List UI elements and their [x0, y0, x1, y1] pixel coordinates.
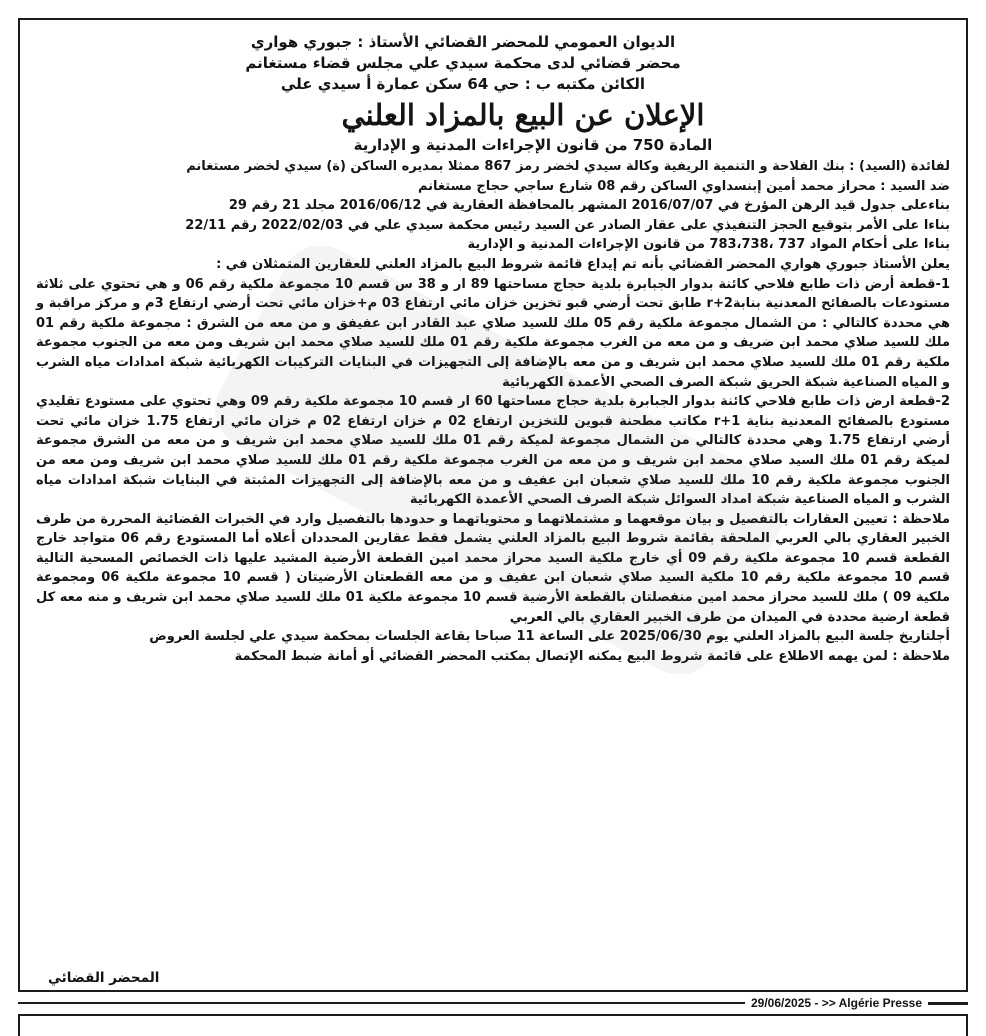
notice-title: الإعلان عن البيع بالمزاد العلني — [341, 98, 705, 132]
contact-remark-paragraph: ملاحظة : لمن يهمه الاطلاع على قائمة شروط البيع يمكنه الإتصال بمكتب المحضر القضائي أو أمانة ضبط المحكمة — [234, 648, 950, 664]
seizure-order-paragraph: بناءا على الأمر بتوقيع الحجز التنفيذي على عقار الصادر عن السيد رئيس محكمة سيدي علي في 2022/02/03 رقم 22/11 — [185, 217, 950, 233]
announcement-paragraph: يعلن الأستاذ جبوري هواري المحضر القضائي بأنه تم إيداع قائمة شروط البيع بالمزاد العلني للعقارين المتمثلان في : — [216, 256, 950, 272]
property-2-paragraph: 2-قطعة ارض ذات طابع فلاحي كائنة بدوار الجبابرة بلدية حجاج مساحتها 60 ار قسم 10 مجموعة ملكية رقم 09 وهي تحتوي على مستودع تقليدي مستودع بالصفائح المعدنية بناية 1+r مكاتب مطحنة قبوين للتخزين ارتفاع 02 م خزان ارتفاع 02 م خزان مائي ارتفاع 1.75 خزان مائي تحت أرضي ارتفاع 1.75 وهي محددة كالتالي من الشمال مجموعة لميكة رقم 01 ملك للسيد صلاي محمد ابن شريف و من معه من الشرق مجموعة لميكة رقم 01 ملك السيد صلاي محمد ابن شريف و من معه من الغرب مجموعة ملكية رقم 01 ملك للسيد صلاي محمد ابن شريف ومن معه من الجنوب مجموعة ملكية رقم 10 ملك للسيد صلاي شعبان ابن عفيف و من معه بالإضافة إلى التجهيزات المثبتة في البنايات شبكة امدادات مياه الشرب و المياه الصناعية شبكة امداد السوائل شبكة الصرف الصحي الأعمدة الكهربائية — [36, 394, 950, 508]
office-name: الديوان العمومي للمحضر القضائي الأستاذ : جبوري هواري — [250, 33, 676, 51]
notice-body — [36, 157, 950, 666]
office-address: الكائن مكتبه ب : حي 64 سكن عمارة أ سيدي علي — [280, 75, 646, 93]
legal-articles-paragraph: بناءا على أحكام المواد 737 ،783،738 من قانون الإجراءات المدنية و الإدارية — [467, 237, 950, 253]
publication-footer — [18, 996, 968, 1010]
mortgage-paragraph: بناءعلى جدول قيد الرهن المؤرخ في 2016/07/07 المشهر بالمحافظة العقارية في 2016/06/12 مجلد 21 رقم 29 — [228, 198, 950, 214]
court-affiliation: محضر قضائي لدى محكمة سيدي علي مجلس قضاء مستغانم — [245, 54, 681, 72]
defendant-paragraph: ضد السيد : محراز محمد أمين إبنسداوي الساكن رقم 08 شارع ساجي حجاج مستغانم — [417, 178, 950, 194]
next-notice-frame — [18, 1014, 968, 1036]
notice-subtitle: المادة 750 من قانون الإجراءات المدنية و الإدارية — [353, 136, 713, 154]
footer-rule — [18, 1002, 745, 1004]
auction-date-paragraph: أجلتاريخ جلسة البيع بالمزاد العلني يوم 2025/06/30 على الساعة 11 صباحا بقاعة الجلسات بمحكمة سيدي علي لجلسة العروض — [149, 629, 950, 645]
footer-rule-end — [928, 1002, 968, 1005]
publication-date-source: 29/06/2025 - >> Algérie Presse — [750, 996, 922, 1010]
remark-paragraph: ملاحظة : تعيين العقارات بالتفصيل و بيان موقعهما و مشتملاتهما و محتوياتهما و حدودها بالتفصيل وارد في الخبرات القضائية المحررة من طرف الخبير العقاري بالي العربي الملحقة بقائمة شروط البيع بالمزاد العلني يشمل فقط عقارين المحددان أعلاه أما المستودع رقم 06 متواجد خارج القطعة قسم 10 مجموعة ملكية رقم 09 أي خارج ملكية السيد محراز محمد امين القطعة الأرضية المشيد عليها ذات الخصائص المسحية التالية قسم 10 مجموعة ملكية رقم 10 ملكية السيد صلاي شعبان ابن عفيف و من معه القطعتان الأرضيتان ( قسم 10 مجموعة ملكية 06 ومجموعة ملكية 09 ) ملك للسيد محراز محمد امين منفصلتان بالقطعة الأرضية قسم 10 مجموعة ملكية 01 ملك للسيد صلاي محمد ابن شريف و منه معه كل قطعة ارضية محددة في الميدان من طرف الخبير العقاري بالي العربي — [36, 511, 951, 625]
beneficiary-paragraph: لفائدة (السيد) : بنك الفلاحة و التنمية الريفية وكالة سيدي لخضر رمز 867 ممثلا بمديره الساكن (ة) سيدي لخضر مستغانم — [186, 159, 950, 174]
property-1-paragraph: 1-قطعة أرض ذات طابع فلاحي كائنة بدوار الجبابرة بلدية حجاج مساحتها 89 ار و 38 س قسم 10 مجموعة ملكية رقم 06 و هي تحتوي على ثلاثة مستودعات بالصفائح المعدنية بنابة2+r طابق تحت أرضي قبو تخزين خزان مائي ارتفاع 03 م+خزان مائي تحت أرضي ارتفاع 3م و مركز مراقبة و هي محددة كالتالي : من الشمال مجموعة ملكية رقم 05 ملك للسيد صلاي عبد القادر ابن عفيفق و من معه من الشرق : مجموعة ملكية رقم 01 ملك للسيد صلاي محمد ابن ضريف و من معه من الغرب مجموعة ملكية رقم 01 ملك للسيد صلاي محمد ابن شريف ومن معه من الجنوب مجموعة ملكية رقم 01 ملك للسيد صلاي محمد ابن شريف و من معه بالإضافة إلى التجهيزات في البنايات التركيبات الكهربائية شبكة امدادات مياه الشرب و المياه الصناعية شبكة الحريق شبكة الصرف الصحي الأعمدة الكهربائية — [36, 276, 951, 390]
legal-notice — [18, 18, 968, 992]
signature: المحضر القضائي — [48, 970, 160, 986]
